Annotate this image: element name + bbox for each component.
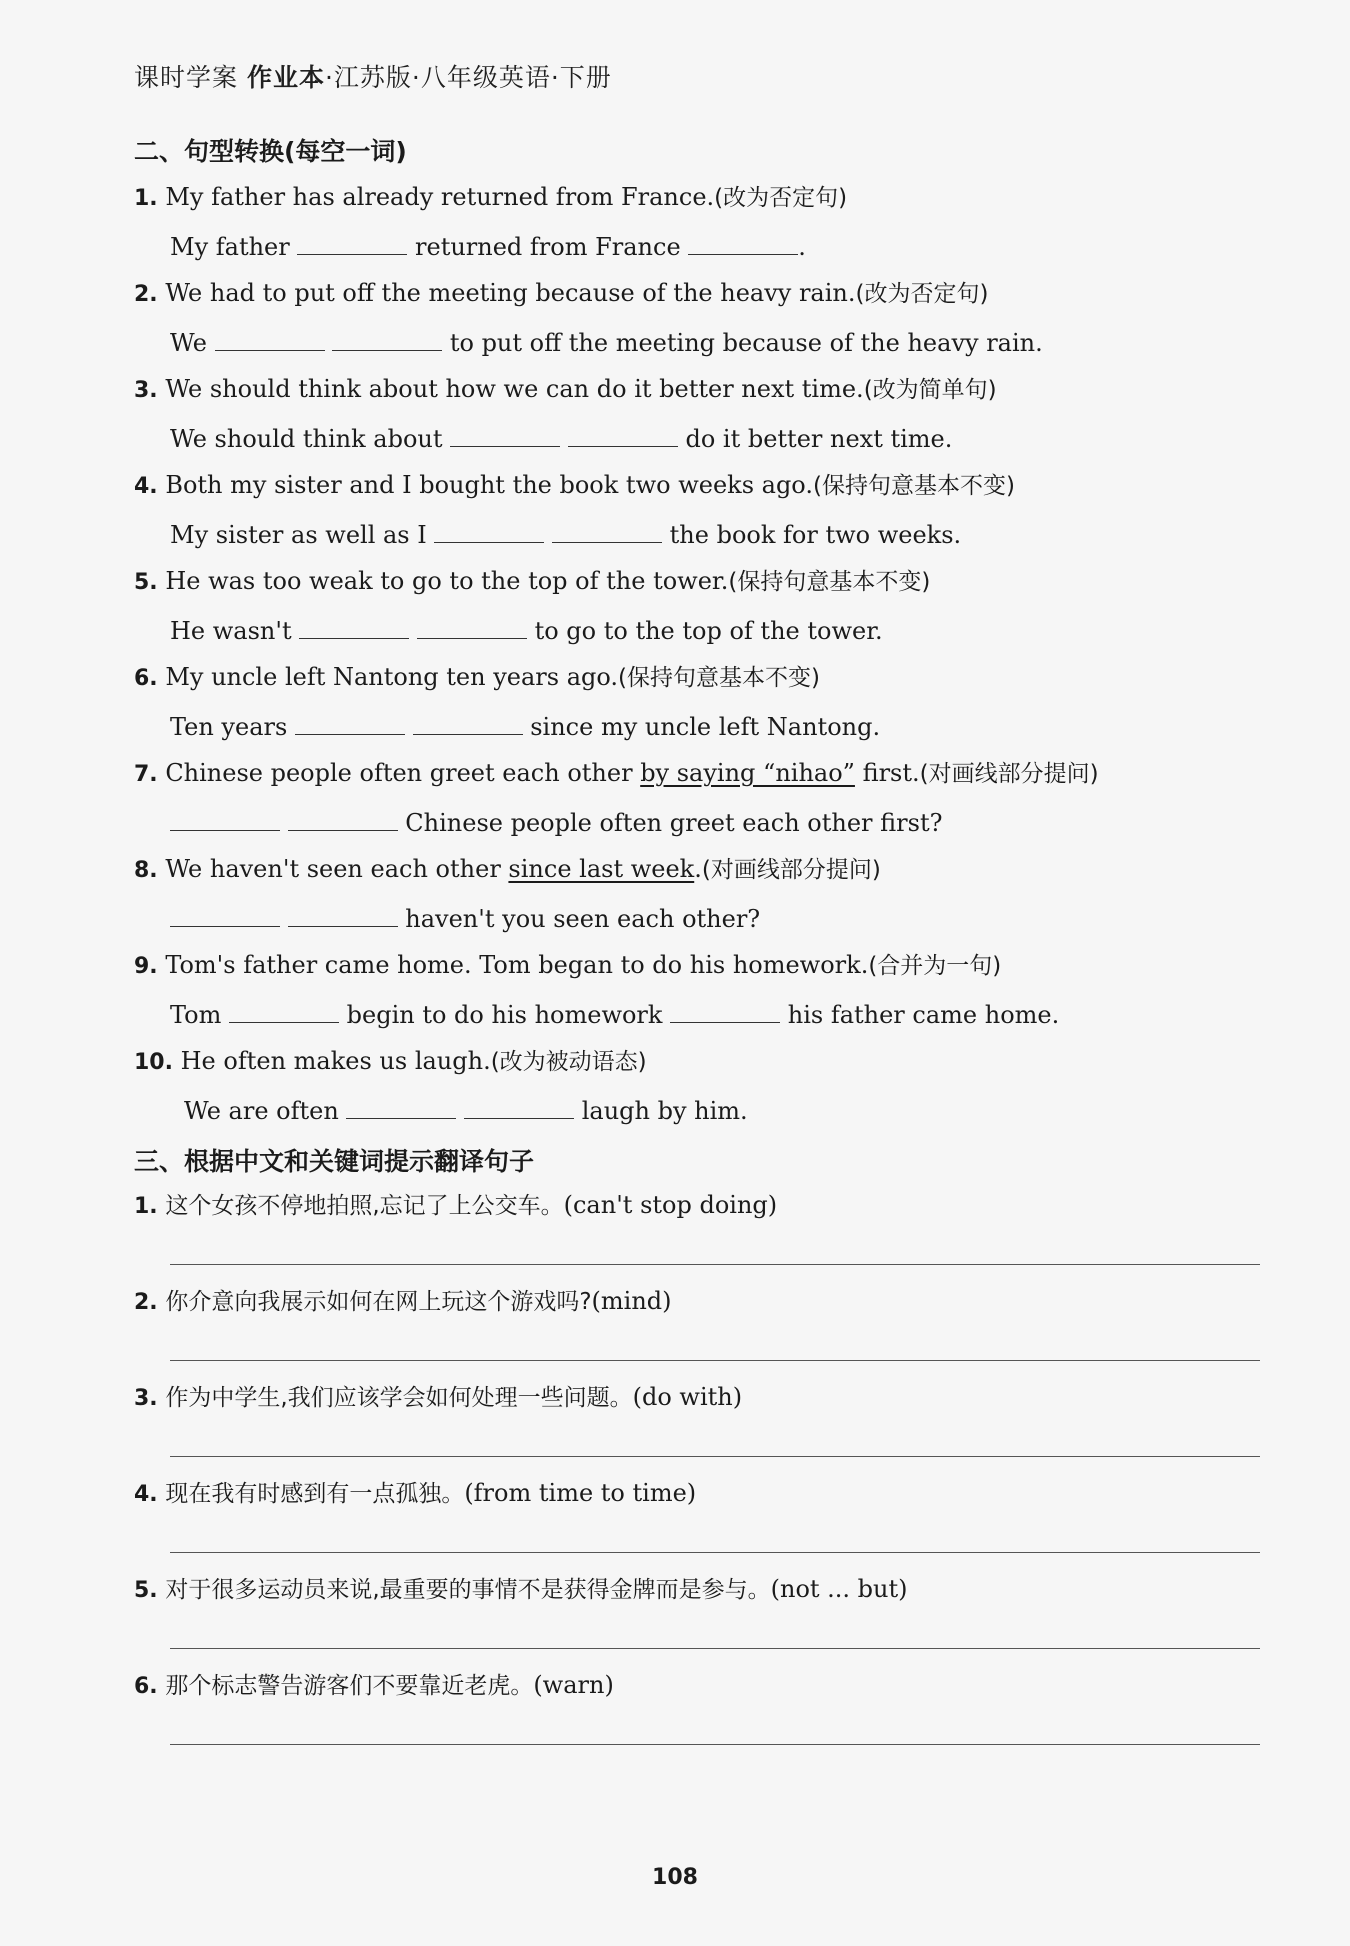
answer-3	[170, 422, 952, 454]
answer-1	[170, 230, 806, 262]
answer-blank[interactable]	[170, 806, 280, 831]
question-text: We should think about how we can do it better next time.	[165, 375, 864, 403]
question-hint: (对画线部分提问)	[919, 761, 1099, 787]
answer-6	[170, 710, 880, 742]
question-8	[134, 854, 881, 886]
page-number: 108	[652, 1865, 698, 1890]
keyword-hint: (warn)	[533, 1671, 614, 1699]
answer-9	[170, 998, 1059, 1030]
chinese-sentence: 对于很多运动员来说,最重要的事情不是获得金牌而是参与。	[165, 1577, 771, 1603]
answer-line[interactable]	[170, 1456, 1260, 1457]
keyword-hint: (mind)	[591, 1287, 672, 1315]
question-5	[134, 566, 930, 598]
answer-suffix: his father came home.	[787, 1001, 1060, 1029]
translation-6	[134, 1670, 614, 1702]
keyword-hint: (do with)	[632, 1383, 743, 1411]
section-3-title: 三、根据中文和关键词提示翻译句子	[134, 1147, 535, 1176]
answer-prefix: We should think about	[170, 425, 443, 453]
question-text: Tom's father came home. Tom began to do his homework.	[165, 951, 869, 979]
answer-line[interactable]	[170, 1744, 1260, 1745]
question-text: Chinese people often greet each other	[165, 759, 641, 787]
question-number: 8.	[134, 858, 158, 883]
book-header	[134, 58, 612, 94]
chinese-sentence: 你介意向我展示如何在网上玩这个游戏吗?	[165, 1289, 592, 1315]
question-1	[134, 182, 847, 214]
translation-5	[134, 1574, 908, 1606]
answer-7	[170, 806, 942, 838]
question-hint: (保持句意基本不变)	[728, 569, 931, 595]
question-hint: (改为否定句)	[714, 185, 848, 211]
answer-prefix: We are often	[184, 1097, 339, 1125]
answer-10	[184, 1094, 748, 1126]
answer-blank[interactable]	[288, 902, 398, 927]
question-number: 6.	[134, 1674, 158, 1699]
answer-suffix: laugh by him.	[581, 1097, 748, 1125]
question-text-end: first.	[854, 759, 920, 787]
translation-2	[134, 1286, 672, 1318]
chinese-sentence: 这个女孩不停地拍照,忘记了上公交车。	[165, 1193, 564, 1219]
answer-prefix: Tom	[170, 1001, 222, 1029]
answer-blank[interactable]	[450, 422, 560, 447]
question-text: We had to put off the meeting because of the heavy rain.	[165, 279, 856, 307]
question-number: 10.	[134, 1050, 173, 1075]
section-2-title: 二、句型转换(每空一词)	[134, 137, 407, 166]
question-hint: (保持句意基本不变)	[618, 665, 820, 691]
answer-blank[interactable]	[568, 422, 678, 447]
answer-suffix: since my uncle left Nantong.	[530, 713, 881, 741]
answer-suffix: to put off the meeting because of the heavy rain.	[449, 329, 1043, 357]
keyword-hint: (not ... but)	[770, 1575, 908, 1603]
answer-suffix: the book for two weeks.	[669, 521, 962, 549]
answer-blank[interactable]	[297, 230, 407, 255]
question-9	[134, 950, 1001, 982]
answer-blank[interactable]	[299, 614, 409, 639]
answer-prefix: My father	[170, 233, 290, 261]
translation-4	[134, 1478, 696, 1510]
answer-blank[interactable]	[229, 998, 339, 1023]
question-hint: (改为否定句)	[855, 281, 989, 307]
question-number: 3.	[134, 1386, 158, 1411]
answer-2	[170, 326, 1043, 358]
answer-line[interactable]	[170, 1264, 1260, 1265]
question-text: We haven't seen each other	[165, 855, 509, 883]
translation-3	[134, 1382, 742, 1414]
question-text-end: .	[694, 855, 702, 883]
answer-blank[interactable]	[434, 518, 544, 543]
underlined-part: by saying “nihao”	[640, 759, 855, 787]
answer-prefix: Ten years	[170, 713, 288, 741]
answer-8	[170, 902, 760, 934]
question-number: 7.	[134, 762, 158, 787]
question-10	[134, 1046, 647, 1078]
answer-blank[interactable]	[288, 806, 398, 831]
answer-middle: returned from France	[415, 233, 681, 261]
answer-blank[interactable]	[215, 326, 325, 351]
question-text: Both my sister and I bought the book two weeks ago.	[165, 471, 813, 499]
chinese-sentence: 那个标志警告游客们不要靠近老虎。	[165, 1673, 534, 1699]
question-number: 1.	[134, 186, 158, 211]
answer-suffix: haven't you seen each other?	[405, 905, 761, 933]
answer-blank[interactable]	[170, 902, 280, 927]
answer-blank[interactable]	[295, 710, 405, 735]
question-number: 3.	[134, 378, 158, 403]
answer-blank[interactable]	[417, 614, 527, 639]
question-4	[134, 470, 1015, 502]
header-book-type: 作业本	[246, 63, 325, 92]
answer-middle: begin to do his homework	[346, 1001, 663, 1029]
question-hint: (保持句意基本不变)	[812, 473, 1015, 499]
question-hint: (改为被动语态)	[490, 1049, 647, 1075]
question-number: 4.	[134, 474, 158, 499]
answer-blank[interactable]	[332, 326, 442, 351]
question-hint: (改为简单句)	[863, 377, 997, 403]
answer-prefix: We	[170, 329, 207, 357]
answer-prefix: My sister as well as I	[170, 521, 427, 549]
keyword-hint: (from time to time)	[464, 1479, 697, 1507]
answer-suffix: Chinese people often greet each other first?	[405, 809, 943, 837]
answer-line[interactable]	[170, 1552, 1260, 1553]
header-series: 课时学案	[134, 63, 247, 92]
question-text: My father has already returned from France.	[165, 183, 715, 211]
answer-5	[170, 614, 883, 646]
question-text: He was too weak to go to the top of the tower.	[165, 567, 729, 595]
question-number: 1.	[134, 1194, 158, 1219]
answer-blank[interactable]	[464, 1094, 574, 1119]
answer-blank[interactable]	[670, 998, 780, 1023]
keyword-hint: (can't stop doing)	[563, 1191, 778, 1219]
answer-line[interactable]	[170, 1648, 1260, 1649]
answer-blank[interactable]	[688, 230, 798, 255]
question-number: 6.	[134, 666, 158, 691]
translation-1	[134, 1190, 777, 1222]
question-3	[134, 374, 997, 406]
question-number: 5.	[134, 1578, 158, 1603]
answer-suffix: do it better next time.	[685, 425, 953, 453]
answer-blank[interactable]	[552, 518, 662, 543]
answer-blank[interactable]	[413, 710, 523, 735]
answer-4	[170, 518, 961, 550]
question-number: 9.	[134, 954, 158, 979]
question-number: 2.	[134, 282, 158, 307]
question-6	[134, 662, 820, 694]
question-hint: (合并为一句)	[868, 953, 1002, 979]
answer-suffix: .	[798, 233, 806, 261]
question-text: My uncle left Nantong ten years ago.	[165, 663, 619, 691]
answer-blank[interactable]	[346, 1094, 456, 1119]
chinese-sentence: 现在我有时感到有一点孤独。	[165, 1481, 465, 1507]
question-7	[134, 758, 1099, 790]
underlined-part: since last week	[508, 855, 695, 883]
question-number: 2.	[134, 1290, 158, 1315]
chinese-sentence: 作为中学生,我们应该学会如何处理一些问题。	[165, 1385, 633, 1411]
answer-prefix: He wasn't	[170, 617, 292, 645]
question-number: 4.	[134, 1482, 158, 1507]
answer-suffix: to go to the top of the tower.	[534, 617, 883, 645]
question-text: He often makes us laugh.	[180, 1047, 491, 1075]
header-edition: ·江苏版·八年级英语·下册	[324, 63, 612, 92]
question-hint: (对画线部分提问)	[701, 857, 881, 883]
answer-line[interactable]	[170, 1360, 1260, 1361]
question-2	[134, 278, 988, 310]
question-number: 5.	[134, 570, 158, 595]
